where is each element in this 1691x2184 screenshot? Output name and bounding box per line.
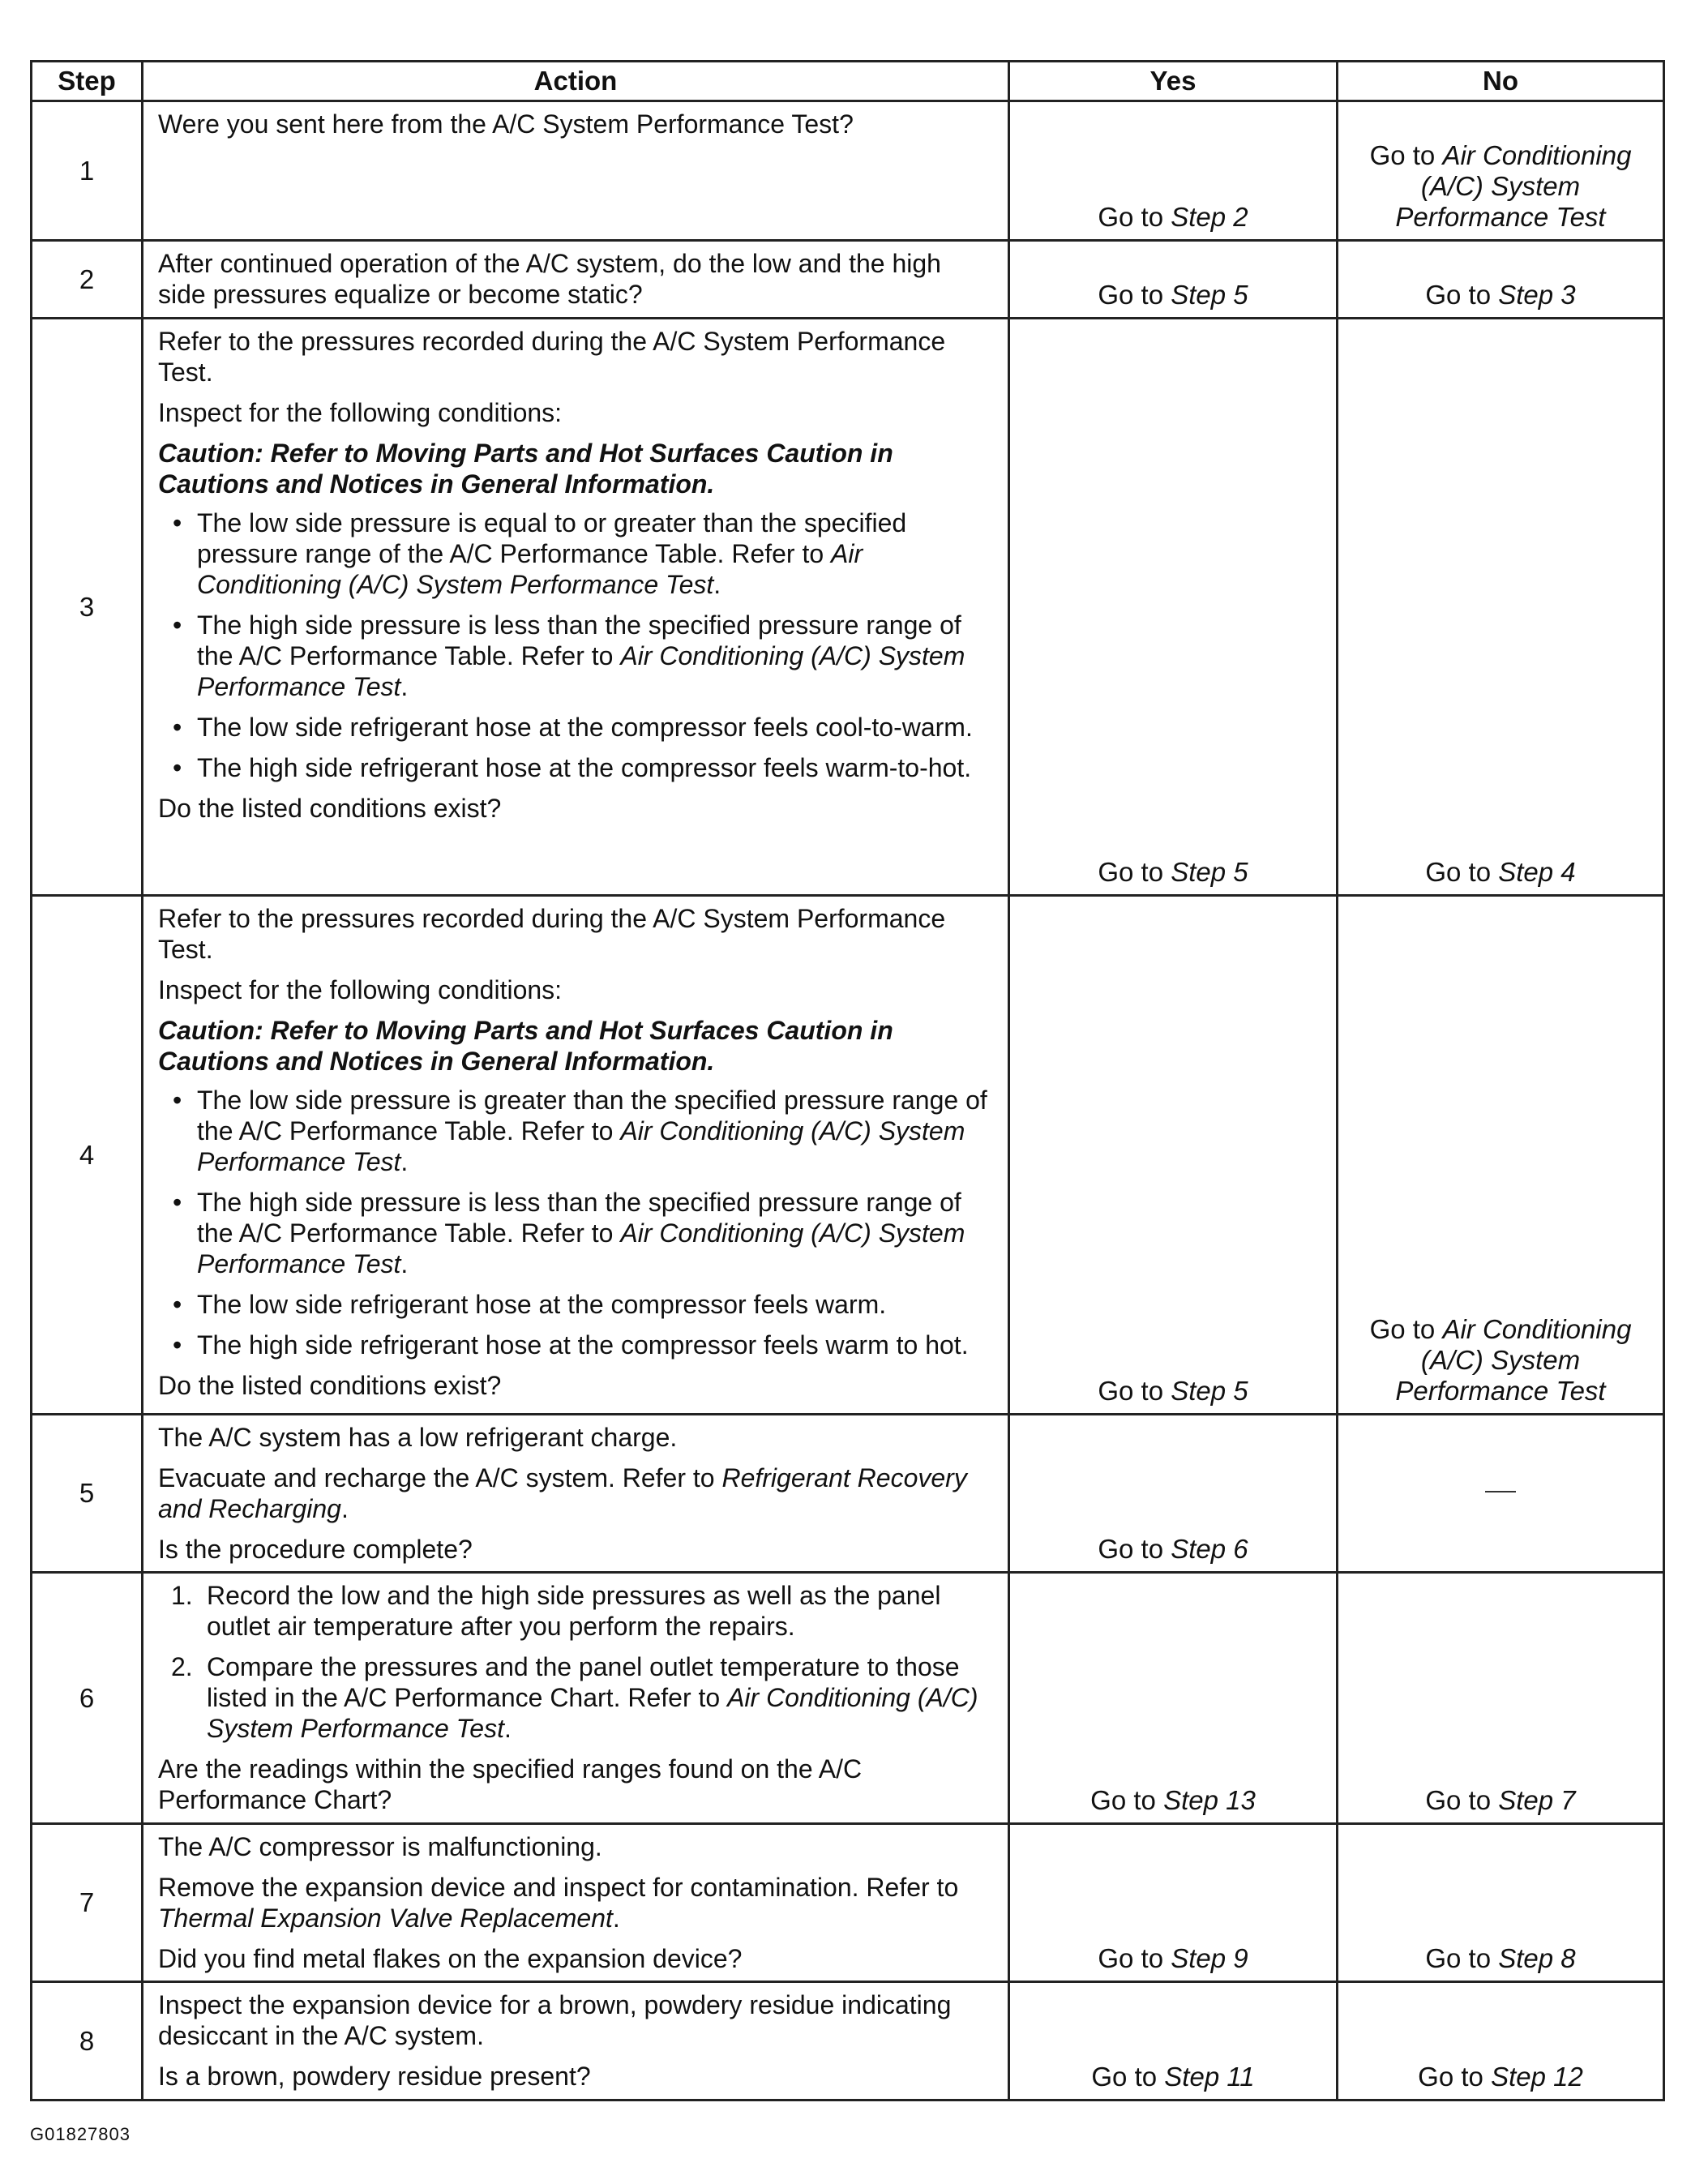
goto-target: Air Conditioning (A/C) System Performance Test bbox=[1395, 1314, 1632, 1406]
table-row bbox=[32, 1415, 1664, 1573]
procedure-item bbox=[171, 1651, 995, 1744]
condition-item bbox=[197, 712, 995, 743]
step-number: 2 bbox=[32, 241, 143, 319]
step-number: 3 bbox=[32, 319, 143, 896]
action-cell bbox=[143, 101, 1009, 241]
action-text bbox=[158, 793, 995, 824]
goto-target: Step 9 bbox=[1171, 1943, 1248, 1973]
goto-prefix: Go to bbox=[1091, 2062, 1165, 2092]
text: The low side pressure is equal to or greater than the specified pressure range of the A/C Performance Table. Refer to bbox=[197, 508, 907, 568]
text: The low side refrigerant hose at the compressor feels cool-to-warm. bbox=[197, 713, 973, 742]
action-cell bbox=[143, 241, 1009, 319]
action-text bbox=[158, 1422, 995, 1453]
goto-target: Step 4 bbox=[1498, 857, 1576, 887]
text: . bbox=[400, 1147, 409, 1176]
goto-target: Step 5 bbox=[1171, 857, 1248, 887]
text: The high side pressure is less than the specified pressure range of the A/C Performance Table. Refer to bbox=[197, 610, 961, 670]
procedure-list bbox=[158, 1580, 995, 1744]
not-applicable-dash bbox=[1485, 1491, 1516, 1492]
table-row bbox=[32, 896, 1664, 1415]
action-text bbox=[158, 974, 995, 1005]
text: Is the procedure complete? bbox=[158, 1535, 473, 1564]
yes-outcome bbox=[1009, 1982, 1338, 2100]
reference-link-text: Air Conditioning (A/C) System Performance Test bbox=[197, 1116, 965, 1176]
goto-prefix: Go to bbox=[1369, 1314, 1443, 1344]
text: The A/C system has a low refrigerant charge. bbox=[158, 1423, 678, 1452]
text: Remove the expansion device and inspect for contamination. Refer to bbox=[158, 1873, 959, 1902]
table-row bbox=[32, 101, 1664, 241]
reference-link-text: Air Conditioning (A/C) System Performance Test bbox=[197, 1218, 965, 1278]
reference-link-text: Air Conditioning (A/C) System Performance Test bbox=[197, 539, 863, 599]
condition-item bbox=[197, 752, 995, 783]
text: The high side pressure is less than the specified pressure range of the A/C Performance Table. Refer to bbox=[197, 1188, 961, 1248]
no-outcome bbox=[1338, 1982, 1664, 2100]
text: Do the listed conditions exist? bbox=[158, 794, 502, 823]
yes-outcome bbox=[1009, 1573, 1338, 1824]
action-cell bbox=[143, 1415, 1009, 1573]
yes-outcome bbox=[1009, 1415, 1338, 1573]
goto-target: Step 11 bbox=[1164, 2062, 1255, 2092]
step-number: 7 bbox=[32, 1824, 143, 1982]
goto-target: Step 12 bbox=[1491, 2062, 1583, 2092]
goto-target: Air Conditioning (A/C) System Performance Test bbox=[1395, 140, 1632, 232]
action-text bbox=[158, 397, 995, 428]
condition-item bbox=[197, 1289, 995, 1320]
action-cell bbox=[143, 1573, 1009, 1824]
action-cell bbox=[143, 319, 1009, 896]
reference-link-text: Refrigerant Recovery and Recharging bbox=[158, 1463, 967, 1523]
caution-text: Caution: Refer to Moving Parts and Hot Surfaces Caution in Cautions and Notices in General Information. bbox=[158, 439, 893, 499]
text: Is a brown, powdery residue present? bbox=[158, 2062, 591, 2091]
goto-target: Step 5 bbox=[1171, 1376, 1248, 1406]
goto-target: Step 3 bbox=[1498, 280, 1576, 310]
text: . bbox=[400, 1249, 409, 1278]
table-row bbox=[32, 1824, 1664, 1982]
table-body bbox=[32, 101, 1664, 2100]
text: The A/C compressor is malfunctioning. bbox=[158, 1832, 602, 1861]
action-text bbox=[158, 1462, 995, 1524]
no-outcome bbox=[1338, 319, 1664, 896]
step-number: 1 bbox=[32, 101, 143, 241]
diagnostic-table-container bbox=[30, 60, 1663, 2101]
text: . bbox=[612, 1904, 620, 1933]
text: Inspect the expansion device for a brown, powdery residue indicating desiccant in the A/C system. bbox=[158, 1990, 952, 2050]
text: The high side refrigerant hose at the compressor feels warm to hot. bbox=[197, 1330, 969, 1360]
text: After continued operation of the A/C system, do the low and the high side pressures equalize or become static? bbox=[158, 249, 941, 309]
yes-outcome bbox=[1009, 896, 1338, 1415]
text: . bbox=[340, 1494, 349, 1523]
text: . bbox=[503, 1714, 512, 1743]
no-outcome bbox=[1338, 1824, 1664, 1982]
goto-prefix: Go to bbox=[1369, 140, 1443, 170]
condition-item bbox=[197, 507, 995, 600]
action-cell bbox=[143, 1982, 1009, 2100]
table-row bbox=[32, 1982, 1664, 2100]
step-number: 6 bbox=[32, 1573, 143, 1824]
goto-prefix: Go to bbox=[1098, 280, 1171, 310]
goto-prefix: Go to bbox=[1425, 1785, 1499, 1815]
reference-link-text: Air Conditioning (A/C) System Performance Test bbox=[207, 1683, 978, 1743]
action-cell bbox=[143, 1824, 1009, 1982]
item-number: 2. bbox=[171, 1652, 193, 1681]
goto-prefix: Go to bbox=[1090, 1785, 1164, 1815]
table-row bbox=[32, 319, 1664, 896]
goto-target: Step 6 bbox=[1171, 1534, 1248, 1564]
diagnostic-table bbox=[30, 60, 1665, 2101]
reference-link-text: Air Conditioning (A/C) System Performance Test bbox=[197, 641, 965, 701]
action-text bbox=[158, 326, 995, 388]
table-row bbox=[32, 241, 1664, 319]
no-outcome bbox=[1338, 101, 1664, 241]
goto-prefix: Go to bbox=[1425, 280, 1499, 310]
yes-outcome bbox=[1009, 101, 1338, 241]
text: Inspect for the following conditions: bbox=[158, 975, 563, 1004]
no-outcome bbox=[1338, 896, 1664, 1415]
text: Compare the pressures and the panel outlet temperature to those listed in the A/C Performance Chart. Refer to bbox=[207, 1652, 960, 1712]
condition-item bbox=[197, 1187, 995, 1279]
header-no: No bbox=[1338, 62, 1664, 101]
yes-outcome bbox=[1009, 1824, 1338, 1982]
item-number: 1. bbox=[171, 1581, 193, 1610]
action-text bbox=[158, 1534, 995, 1565]
header-action: Action bbox=[143, 62, 1009, 101]
step-number: 8 bbox=[32, 1982, 143, 2100]
goto-prefix: Go to bbox=[1418, 2062, 1492, 2092]
action-text bbox=[158, 1831, 995, 1862]
text: The low side pressure is greater than the specified pressure range of the A/C Performance Table. Refer to bbox=[197, 1086, 987, 1146]
goto-prefix: Go to bbox=[1425, 1943, 1499, 1973]
text: Are the readings within the specified ranges found on the A/C Performance Chart? bbox=[158, 1754, 863, 1814]
text: Evacuate and recharge the A/C system. Refer to bbox=[158, 1463, 722, 1492]
goto-prefix: Go to bbox=[1098, 1943, 1171, 1973]
goto-target: Step 2 bbox=[1171, 202, 1248, 232]
text: Inspect for the following conditions: bbox=[158, 398, 563, 427]
table-row bbox=[32, 1573, 1664, 1824]
action-text bbox=[158, 2061, 995, 2092]
caution-text: Caution: Refer to Moving Parts and Hot Surfaces Caution in Cautions and Notices in General Information. bbox=[158, 1016, 893, 1076]
condition-item bbox=[197, 1330, 995, 1360]
text: . bbox=[400, 672, 409, 701]
goto-prefix: Go to bbox=[1098, 1376, 1171, 1406]
condition-item bbox=[197, 610, 995, 702]
action-cell bbox=[143, 896, 1009, 1415]
goto-prefix: Go to bbox=[1098, 1534, 1171, 1564]
text: Refer to the pressures recorded during the A/C System Performance Test. bbox=[158, 327, 946, 387]
text: Do the listed conditions exist? bbox=[158, 1371, 502, 1400]
condition-item bbox=[197, 1085, 995, 1177]
condition-list bbox=[158, 507, 995, 783]
yes-outcome bbox=[1009, 319, 1338, 896]
no-outcome bbox=[1338, 1573, 1664, 1824]
text: Did you find metal flakes on the expansion device? bbox=[158, 1944, 743, 1973]
action-text bbox=[158, 248, 995, 310]
goto-target: Step 5 bbox=[1171, 280, 1248, 310]
no-outcome bbox=[1338, 241, 1664, 319]
goto-prefix: Go to bbox=[1425, 857, 1499, 887]
header-yes: Yes bbox=[1009, 62, 1338, 101]
action-text bbox=[158, 1943, 995, 1974]
no-outcome bbox=[1338, 1415, 1664, 1573]
goto-prefix: Go to bbox=[1098, 202, 1171, 232]
goto-prefix: Go to bbox=[1098, 857, 1171, 887]
step-number: 5 bbox=[32, 1415, 143, 1573]
text: The low side refrigerant hose at the compressor feels warm. bbox=[197, 1290, 887, 1319]
step-number: 4 bbox=[32, 896, 143, 1415]
action-text bbox=[158, 1872, 995, 1933]
text: Record the low and the high side pressures as well as the panel outlet air temperature after you perform the repairs. bbox=[207, 1581, 941, 1641]
procedure-item bbox=[171, 1580, 995, 1642]
text: The high side refrigerant hose at the compressor feels warm-to-hot. bbox=[197, 753, 972, 782]
action-text bbox=[158, 1754, 995, 1815]
action-text bbox=[158, 109, 995, 139]
yes-outcome bbox=[1009, 241, 1338, 319]
text: . bbox=[713, 570, 721, 599]
goto-target: Step 7 bbox=[1498, 1785, 1576, 1815]
header-step: Step bbox=[32, 62, 143, 101]
reference-link-text: Thermal Expansion Valve Replacement bbox=[158, 1904, 613, 1933]
goto-target: Step 13 bbox=[1163, 1785, 1256, 1815]
figure-id: G01827803 bbox=[30, 2124, 131, 2144]
action-text bbox=[158, 1370, 995, 1401]
table-header-row bbox=[32, 62, 1664, 101]
text: Refer to the pressures recorded during the A/C System Performance Test. bbox=[158, 904, 946, 964]
goto-target: Step 8 bbox=[1498, 1943, 1576, 1973]
text: Were you sent here from the A/C System Performance Test? bbox=[158, 109, 854, 139]
action-text bbox=[158, 903, 995, 965]
action-text bbox=[158, 1989, 995, 2051]
condition-list bbox=[158, 1085, 995, 1360]
